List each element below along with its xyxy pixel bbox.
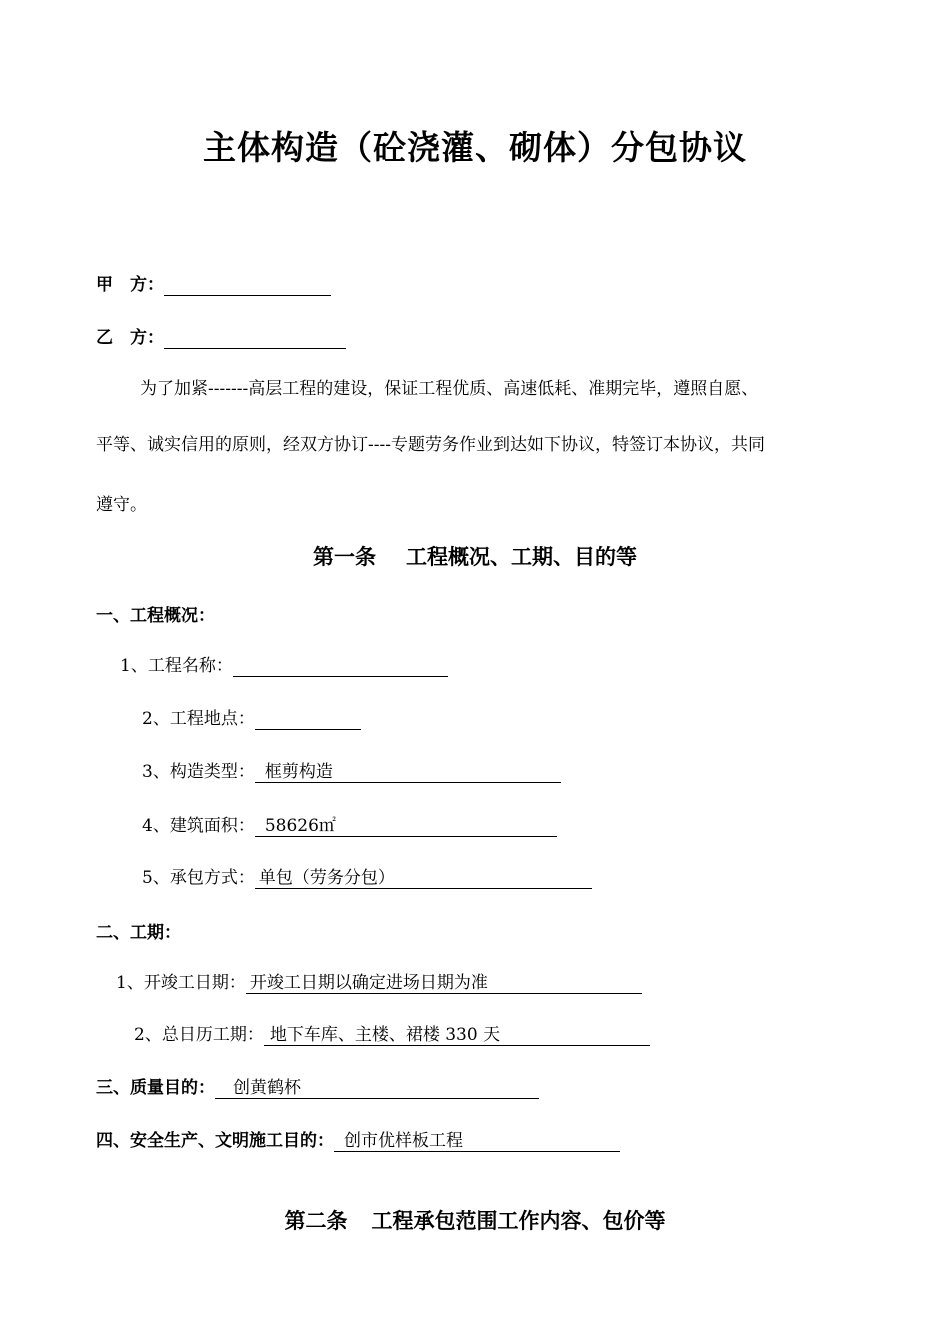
party-b-label: 乙 方：	[96, 328, 164, 348]
article-1-heading	[0, 541, 950, 571]
safety-value: 创市优样板工程	[334, 1131, 620, 1152]
party-b-blank	[164, 328, 346, 349]
article-2-number: 第二条	[284, 1209, 348, 1233]
project-location-blank	[255, 709, 361, 730]
project-name-line	[120, 655, 448, 677]
schedule-heading: 二、工期：	[96, 923, 181, 943]
total-duration-value: 地下车库、主楼、裙楼 330 天	[264, 1025, 650, 1046]
project-location-line	[142, 708, 361, 730]
total-duration-line	[134, 1024, 650, 1046]
project-name-blank	[233, 656, 448, 677]
article-2-title: 工程承包范围工作内容、包价等	[371, 1209, 666, 1233]
building-area-value: 58626㎡	[255, 816, 557, 837]
quality-value: 创黄鹤杯	[215, 1078, 539, 1099]
start-date-line	[116, 972, 642, 994]
start-date-value: 开竣工日期以确定进场日期为准	[246, 973, 642, 994]
total-duration-label: 2、总日历工期：	[134, 1025, 264, 1045]
contract-mode-line	[142, 867, 592, 889]
intro-line-2: 平等、诚实信用的原则，经双方协订----专题劳务作业到达如下协议，特签订本协议，共同	[96, 435, 765, 455]
start-date-label: 1、开竣工日期：	[116, 973, 246, 993]
contract-mode-value: 单包（劳务分包）	[255, 868, 592, 889]
building-area-line	[142, 815, 557, 837]
article-1-title: 工程概况、工期、目的等	[406, 545, 637, 569]
intro-line-1: 为了加紧-------高层工程的建设，保证工程优质、高速低耗、准期完毕，遵照自愿、	[140, 379, 759, 399]
structure-type-label: 3、构造类型：	[142, 762, 255, 782]
quality-line	[96, 1077, 539, 1099]
project-location-label: 2、工程地点：	[142, 709, 255, 729]
project-name-label: 1、工程名称：	[120, 656, 233, 676]
building-area-label: 4、建筑面积：	[142, 816, 255, 836]
article-1-number: 第一条	[313, 545, 376, 569]
article-2-heading	[0, 1205, 950, 1235]
safety-label: 四、安全生产、文明施工目的：	[96, 1131, 334, 1151]
structure-type-value: 框剪构造	[255, 762, 561, 783]
quality-label: 三、质量目的：	[96, 1078, 215, 1098]
party-a-label: 甲 方：	[96, 275, 164, 295]
structure-type-line	[142, 761, 561, 783]
party-a-line	[96, 274, 331, 296]
party-b-line	[96, 327, 346, 349]
overview-heading: 一、工程概况：	[96, 606, 215, 626]
party-a-blank	[164, 275, 331, 296]
safety-line	[96, 1130, 620, 1152]
document-title: 主体构造（砼浇灌、砌体）分包协议	[203, 128, 747, 167]
contract-mode-label: 5、承包方式：	[142, 868, 255, 888]
intro-line-3: 遵守。	[96, 495, 147, 515]
